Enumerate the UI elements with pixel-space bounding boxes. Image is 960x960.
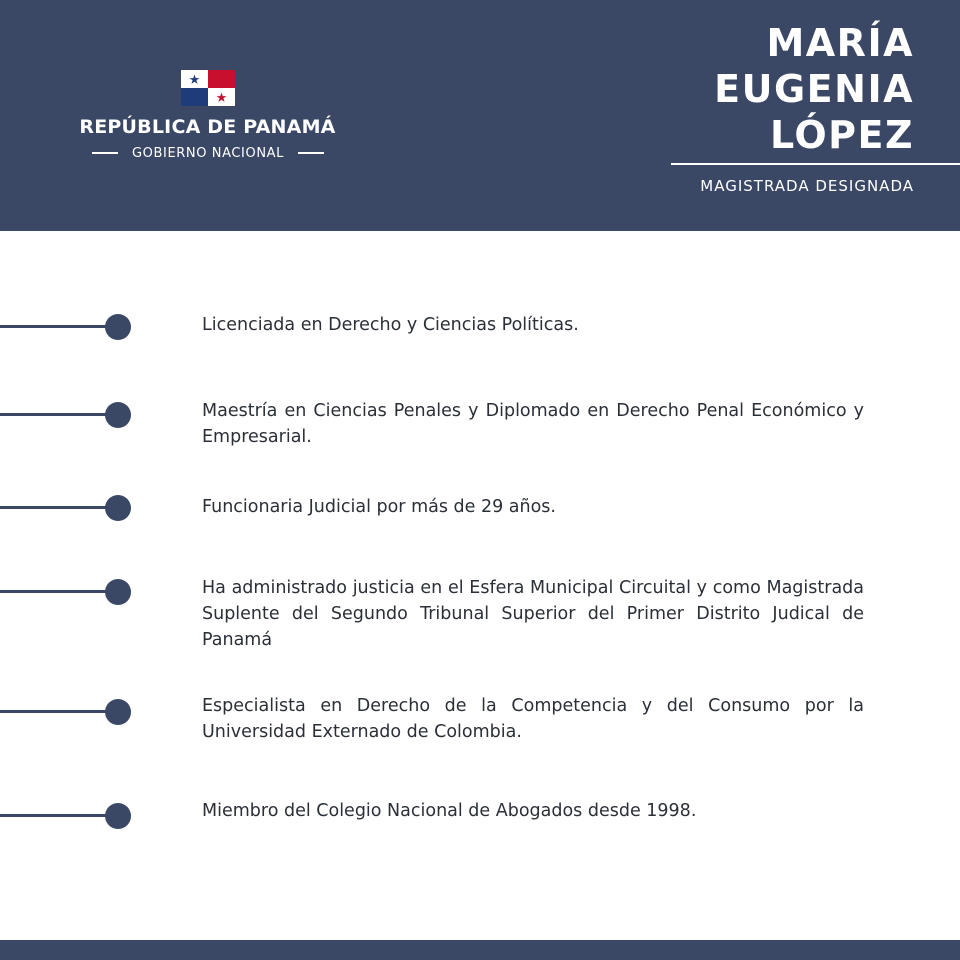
timeline-text: Funcionaria Judicial por más de 29 años. bbox=[202, 497, 556, 517]
divider bbox=[298, 152, 324, 154]
name-line: EUGENIA bbox=[714, 67, 914, 111]
timeline-dot bbox=[105, 803, 131, 829]
timeline-text: Ha administrado justicia en el Esfera Municipal Circuital y como Magistrada Suplente del Segundo Tribunal Superior del Primer Distrito Judical de Panamá bbox=[202, 578, 864, 650]
timeline-dot bbox=[105, 579, 131, 605]
timeline-dot bbox=[105, 314, 131, 340]
timeline-dot bbox=[105, 699, 131, 725]
timeline-line bbox=[0, 325, 110, 328]
government-subtitle bbox=[92, 144, 324, 162]
timeline-dot bbox=[105, 495, 131, 521]
person-name bbox=[714, 20, 914, 158]
panama-flag-icon bbox=[181, 70, 235, 106]
government-label: GOBIERNO NACIONAL bbox=[132, 145, 284, 161]
header-banner bbox=[0, 0, 960, 231]
name-line: MARÍA bbox=[766, 21, 914, 65]
timeline-line bbox=[0, 590, 110, 593]
timeline-line bbox=[0, 710, 110, 713]
republic-title: REPÚBLICA DE PANAMÁ bbox=[79, 116, 336, 138]
role-label: MAGISTRADA DESIGNADA bbox=[700, 177, 914, 195]
timeline-text: Especialista en Derecho de la Competencia y del Consumo por la Universidad Externado de Colombia. bbox=[202, 696, 864, 742]
name-divider bbox=[671, 163, 960, 165]
timeline-text: Maestría en Ciencias Penales y Diplomado en Derecho Penal Económico y Empresarial. bbox=[202, 401, 864, 447]
timeline-text: Licenciada en Derecho y Ciencias Políticas. bbox=[202, 315, 579, 335]
timeline-text: Miembro del Colegio Nacional de Abogados desde 1998. bbox=[202, 801, 697, 821]
footer-bar bbox=[0, 940, 960, 960]
timeline-dot bbox=[105, 402, 131, 428]
timeline-line bbox=[0, 413, 110, 416]
timeline-line bbox=[0, 506, 110, 509]
divider bbox=[92, 152, 118, 154]
timeline-line bbox=[0, 814, 110, 817]
name-line: LÓPEZ bbox=[769, 113, 914, 157]
